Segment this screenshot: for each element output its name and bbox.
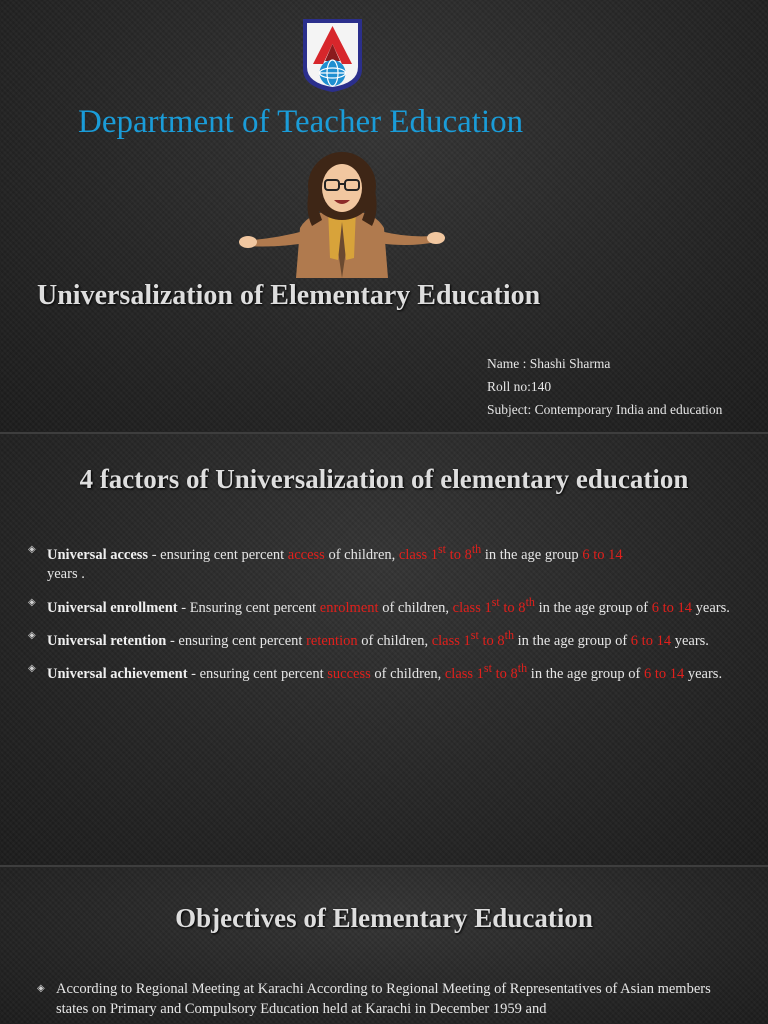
presentation-title: Universalization of Elementary Education [37, 280, 541, 311]
teacher-avatar-illustration [238, 150, 446, 280]
diamond-bullet-icon: ◈ [28, 630, 36, 642]
factors-slide [0, 434, 768, 865]
objectives-list [37, 979, 743, 1019]
factor-text: in the age group of [534, 599, 652, 616]
factors-list [28, 540, 740, 693]
factor-text: of children, [378, 599, 453, 616]
presenter-info [487, 352, 722, 421]
age-range: 6 to 14 [630, 632, 672, 649]
institution-logo-icon [301, 17, 364, 93]
factor-keyword: retention [306, 632, 358, 649]
department-title: Department of Teacher Education [78, 104, 524, 140]
factor-text: in the age group of [514, 632, 631, 649]
factor-text: in the age group of [527, 666, 644, 683]
factor-heading: Universal access [47, 546, 149, 563]
factor-text: - ensuring cent percent [148, 546, 288, 563]
list-item [28, 659, 740, 684]
list-item [28, 593, 740, 618]
objectives-title: Objectives of Elementary Education [175, 903, 593, 933]
factor-heading: Universal enrollment [47, 599, 178, 616]
factor-text: in the age group [481, 546, 583, 563]
factor-heading: Universal retention [47, 632, 167, 649]
objectives-slide [0, 867, 768, 1024]
list-item [28, 540, 740, 585]
roll-number: Roll no:140 [487, 379, 552, 394]
factor-text: - Ensuring cent percent [177, 599, 320, 616]
subject-line: Subject: Contemporary India and education [487, 402, 723, 417]
factor-text: of children, [370, 666, 445, 683]
factor-keyword: access [287, 546, 325, 563]
factor-text: years. [674, 632, 709, 649]
factor-text: - ensuring cent percent [187, 666, 328, 683]
diamond-bullet-icon: ◈ [28, 663, 36, 675]
class-range: class 1st to 8th [452, 594, 535, 616]
factor-keyword: success [327, 666, 371, 683]
class-range: class 1st to 8th [398, 542, 482, 563]
factor-text: years . [47, 566, 85, 583]
list-item [28, 626, 740, 651]
diamond-bullet-icon: ◈ [28, 596, 36, 608]
list-item [37, 979, 743, 1019]
diamond-bullet-icon: ◈ [37, 983, 45, 994]
diamond-bullet-icon: ◈ [28, 544, 36, 555]
age-range: 6 to 14 [643, 666, 685, 683]
class-range: class 1st to 8th [444, 661, 528, 683]
factor-keyword: enrolment [319, 599, 379, 616]
age-range: 6 to 14 [582, 546, 623, 563]
age-range: 6 to 14 [651, 599, 693, 616]
objective-text: According to Regional Meeting at Karachi According to Regional Meeting of Representatives of Asian members states on Primary and Compulsory Education held at Karachi in December 1959 and [56, 981, 711, 1017]
presenter-name: Name : Shashi Sharma [487, 356, 611, 371]
factor-text: - ensuring cent percent [166, 632, 307, 649]
factor-text: years. [687, 666, 723, 683]
title-slide [0, 0, 768, 432]
class-range: class 1st to 8th [431, 628, 515, 649]
factor-text: of children, [357, 632, 432, 649]
factors-title: 4 factors of Universalization of elementary education [79, 464, 689, 494]
factor-heading: Universal achievement [47, 666, 188, 683]
factor-text: years. [695, 599, 730, 616]
factor-text: of children, [324, 546, 399, 563]
